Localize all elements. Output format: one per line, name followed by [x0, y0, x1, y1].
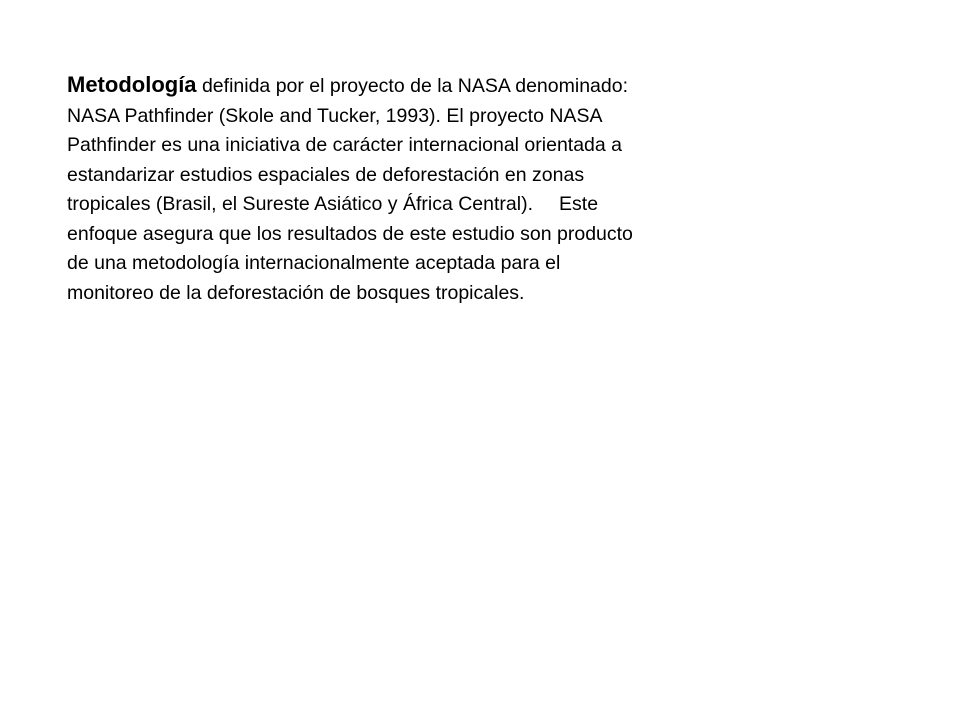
- paragraph-line-1: [67, 70, 787, 102]
- heading-word: Metodología: [67, 72, 197, 97]
- line-1-text: definida por el proyecto de la NASA denominado:: [196, 75, 628, 97]
- paragraph-line-8: monitoreo de la deforestación de bosques tropicales.: [67, 281, 525, 304]
- paragraph-line-6: enfoque asegura que los resultados de este estudio son producto: [67, 222, 633, 245]
- paragraph-line-5: [67, 190, 787, 220]
- paragraph-line-4: estandarizar estudios espaciales de deforestación en zonas: [67, 163, 585, 186]
- line-5-tail: Este: [559, 193, 599, 215]
- methodology-paragraph: [67, 70, 787, 308]
- line-5-text: tropicales (Brasil, el Sureste Asiático y África Central).: [67, 193, 534, 215]
- paragraph-line-7: de una metodología internacionalmente aceptada para el: [67, 252, 561, 274]
- paragraph-line-3: Pathfinder es una iniciativa de carácter internacional orientada a: [67, 134, 623, 156]
- paragraph-line-2: NASA Pathfinder (Skole and Tucker, 1993). El proyecto NASA: [67, 104, 603, 127]
